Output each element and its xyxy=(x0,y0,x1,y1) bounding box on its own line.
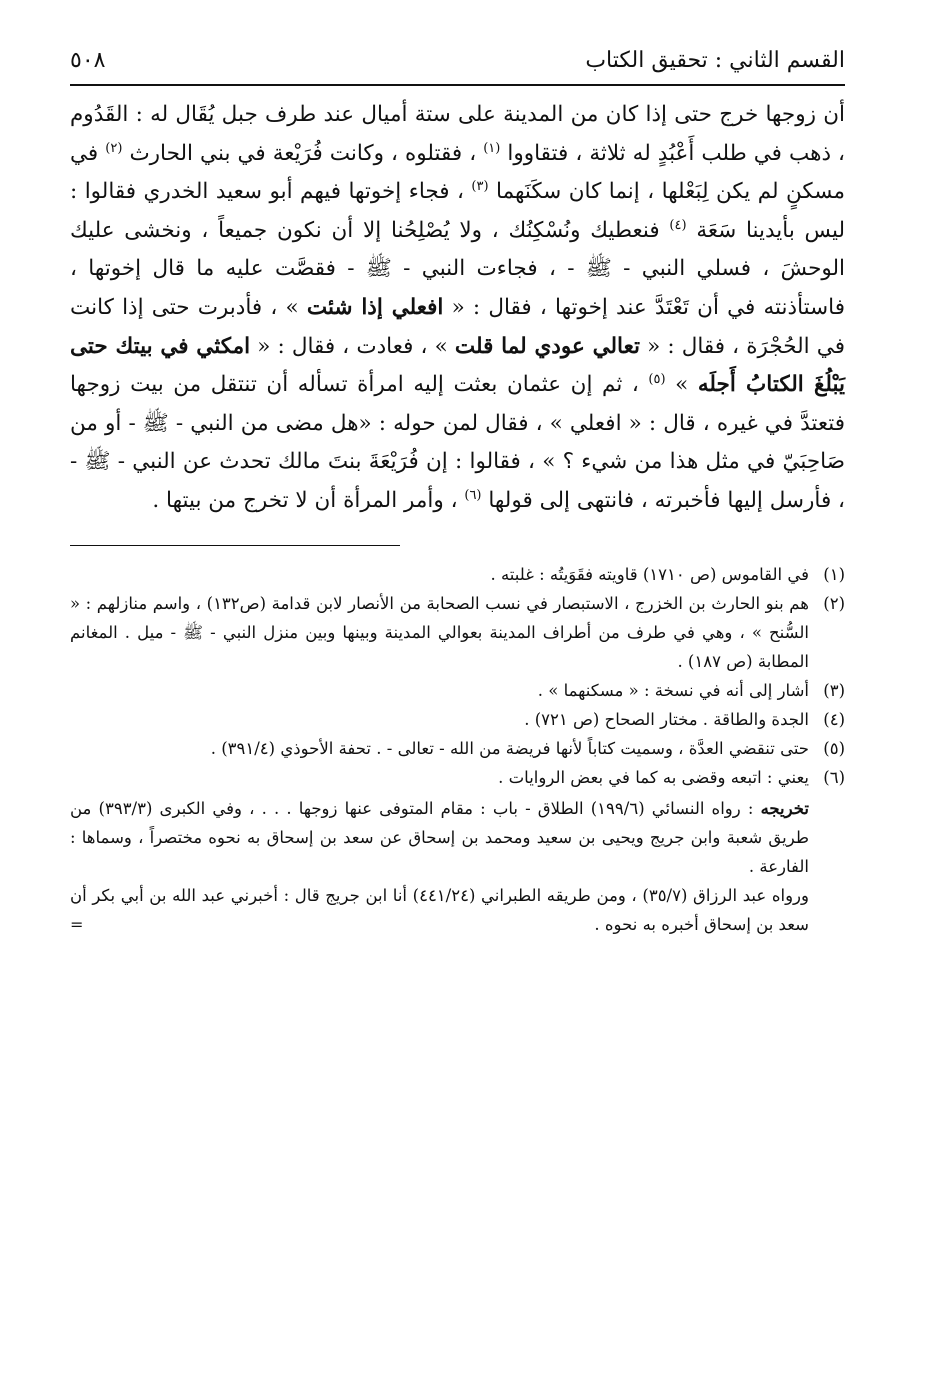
text-segment: ، فقتلوه ، وكانت فُرَيْعة في بني الحارث xyxy=(129,140,477,166)
footnote-ref-2: (٢) xyxy=(105,140,123,156)
text-segment: » ، فعادت ، فقال : « xyxy=(257,333,448,359)
footnote-text: يعني : اتبعه وقضى به كما في بعض الروايات . xyxy=(498,767,809,787)
text-segment: » ، فأدبرت حتى إذا كانت في الحُجْرَة ، فقال : « xyxy=(70,294,845,359)
continuation-mark: = xyxy=(70,914,84,934)
footnote-text: في القاموس (ص ١٧١٠) قاويته فقَوَيتُه : غلبته . xyxy=(490,564,809,584)
page-header xyxy=(70,40,845,86)
footnote-item xyxy=(70,734,845,763)
text-segment: في مسكنٍ لم يكن لِبَعْلها ، إنما كان سكَنَهما xyxy=(70,140,845,205)
page-number: ٥٠٨ xyxy=(70,48,106,73)
footnote-text: أشار إلى أنه في نسخة : « مسكنهما » . xyxy=(537,680,809,700)
book-page xyxy=(70,40,845,939)
footnote-ref-4: (٤) xyxy=(669,217,687,233)
footnote-item xyxy=(70,676,845,705)
separator-line xyxy=(70,545,400,546)
footnote-number: (٤) xyxy=(823,709,845,729)
takhrij-text: : رواه النسائي (١٩٩/٦) الطلاق - باب : مقام المتوفى عنها زوجها . . . ، وفي الكبرى (٣٩٣/٣) من طريق شعبة وابن جريج ويحيى بن سعيد ومحمد بن إسحاق عن سعد بن إسحاق به نحوه مختصراً ، وسماها : الفارعة . xyxy=(70,798,809,876)
footnote-text: هم بنو الحارث بن الخزرج ، الاستبصار في نسب الصحابة من الأنصار لابن قدامة (ص١٣٢) ، واسم منازلهم : « السُّنح » ، وهي في طرف من أطراف المدينة بعوالي المدينة وبينها وبين منزل النبي - ﷺ - ميل . المغانم المطابة (ص ١٨٧) . xyxy=(70,593,809,671)
footnote-text: الجدة والطاقة . مختار الصحاح (ص ٧٢١) . xyxy=(524,709,809,729)
footnote-ref-6: (٦) xyxy=(464,487,482,503)
footnote-ref-1: (١) xyxy=(483,140,501,156)
footnote-number: (٥) xyxy=(823,738,845,758)
text-segment: ، فجاء إخوتها فيهم أبو سعيد الخدري فقالوا : ليس بأيدينا سَعَة xyxy=(70,179,846,243)
footnote-ref-3: (٣) xyxy=(471,179,489,195)
footnote-text: حتى تنقضي العدَّة ، وسميت كتاباً لأنها فريضة من الله - تعالى - . تحفة الأحوذي (٣٩١/٤) . xyxy=(210,738,809,758)
hadith-quote: تعالي عودي لما قلت xyxy=(454,333,640,359)
hadith-quote: افعلي إذا شئت xyxy=(306,294,444,320)
footnote-separator xyxy=(70,545,845,546)
footnotes xyxy=(70,560,845,939)
running-title: القسم الثاني : تحقيق الكتاب xyxy=(585,48,845,73)
takhrij-section xyxy=(70,794,845,939)
text-segment: » xyxy=(675,372,689,398)
main-paragraph xyxy=(70,96,845,521)
footnote-number: (١) xyxy=(823,564,845,584)
hadith-quote: امكثي في بيتك حتى يَبْلُغَ الكتابُ أَجلَه xyxy=(70,333,845,398)
text-segment: أن زوجها خرج حتى إذا كان من المدينة على ستة أميال عند طرف جبل يُقَال له : القَدُوم ، ذهب في طلب أَعْبُدٍ له ثلاثة ، فتقاووا xyxy=(70,102,845,166)
footnote-item xyxy=(70,705,845,734)
footnote-item xyxy=(70,589,845,676)
text-segment: ، وأمر المرأة أن لا تخرج من بيتها . xyxy=(152,487,458,513)
takhrij-paragraph xyxy=(70,794,809,881)
takhrij-text: ورواه عبد الرزاق (٣٥/٧) ، ومن طريقه الطبراني (٤٤١/٢٤) أنا ابن جريج قال : أخبرني عبد الله بن أبي بكر أن سعد بن إسحاق أخبره به نحوه . xyxy=(70,885,809,934)
takhrij-paragraph xyxy=(70,881,809,939)
text-segment: فنعطيك ونُسْكِنُك ، ولا يُصْلِحُنا إلا أن نكون جميعاً ، ونخشى عليك الوحشَ ، فسلي النبي - ﷺ - ، فجاءت النبي - ﷺ - فقصَّت عليه ما قال إخوتها ، فاستأذنته في أن تَعْتَدَّ عند إخوتها ، فقال : « xyxy=(70,217,845,320)
main-text xyxy=(70,96,845,521)
footnote-number: (٣) xyxy=(823,680,845,700)
takhrij-label: تخريجه xyxy=(760,798,809,818)
footnote-number: (٢) xyxy=(823,593,845,613)
footnote-item xyxy=(70,763,845,792)
footnote-item xyxy=(70,560,845,589)
footnote-ref-5: (٥) xyxy=(648,372,666,387)
text-segment: ، ثم إن عثمان بعثت إليه امرأة تسأله أن تنتقل من بيت زوجها فتعتدَّ في غيره ، قال : « افعلي » ، فقال لمن حوله : «هل مضى من النبي - ﷺ - أو من صَاحِبَيّ في مثل هذا من شيء ؟ » ، فقالوا : إن فُرَيْعَةَ بنتَ مالك تحدث عن النبي - ﷺ - ، فأرسل إليها فأخبرته ، فانتهى إلى قولها xyxy=(70,372,845,513)
footnote-number: (٦) xyxy=(823,767,845,787)
